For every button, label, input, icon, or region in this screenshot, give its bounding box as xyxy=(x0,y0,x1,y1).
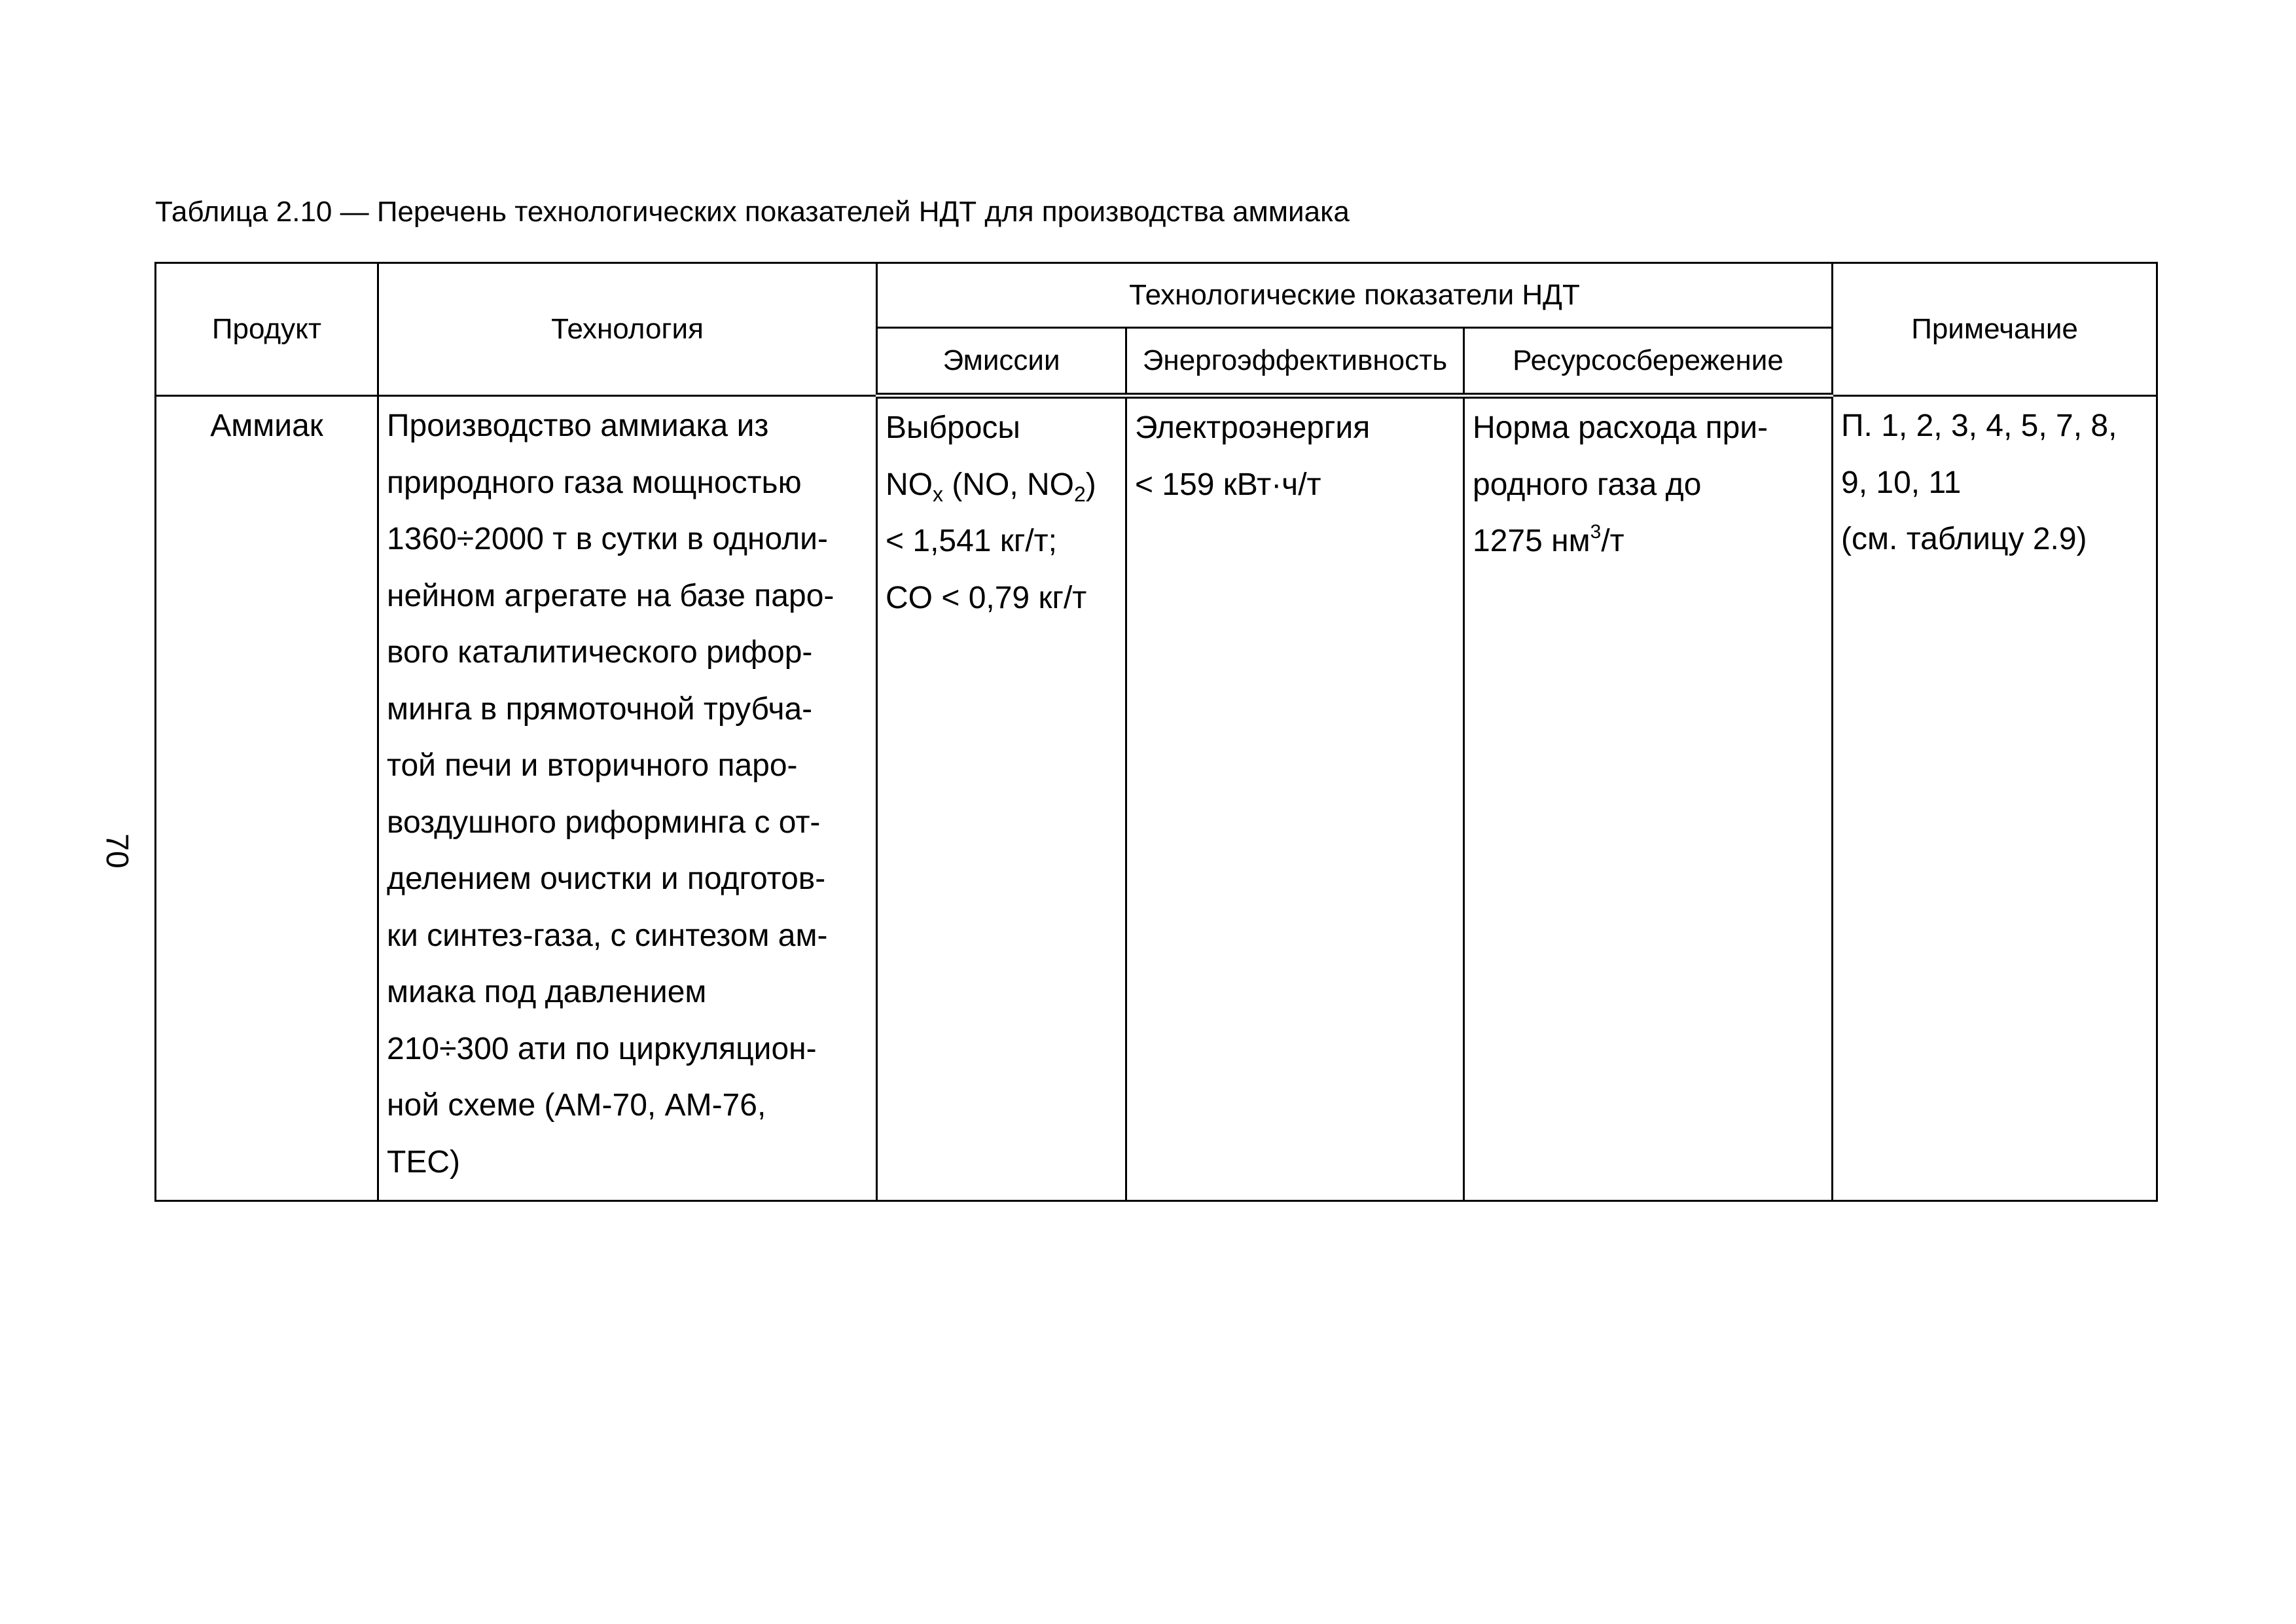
gas-norm-value: 1275 нм xyxy=(1473,524,1590,558)
emissions-nox-formula xyxy=(886,457,1119,514)
cell-note xyxy=(1833,396,2157,1201)
cell-product xyxy=(156,396,378,1201)
cubic-superscript: 3 xyxy=(1590,521,1602,543)
technology-line: природного газа мощностью xyxy=(387,465,802,500)
energy-label: Электроэнергия xyxy=(1135,410,1371,445)
emissions-label: Выбросы xyxy=(886,410,1020,445)
technology-line: ной схеме (АМ-70, АМ-76, xyxy=(387,1088,766,1123)
cell-technology xyxy=(378,396,877,1201)
technology-line: 1360÷2000 т в сутки в одноли- xyxy=(387,522,828,556)
header-technology: Технология xyxy=(378,263,877,396)
cell-resource-saving xyxy=(1464,396,1833,1201)
technology-line: нейном агрегате на базе паро- xyxy=(387,578,834,613)
header-energy-efficiency: Энергоэффективность xyxy=(1126,328,1464,396)
page-number: 70 xyxy=(99,833,134,869)
header-note: Примечание xyxy=(1833,263,2157,396)
header-emissions: Эмиссии xyxy=(877,328,1126,396)
technology-line: воздушного риформинга с от- xyxy=(387,804,821,840)
header-resource-saving: Ресурсосбережение xyxy=(1464,328,1833,396)
table-row xyxy=(156,396,2157,1201)
technology-line: делением очистки и подготов- xyxy=(387,861,826,896)
nox-components-text: (NO, NO xyxy=(943,467,1074,502)
header-bat-indicators: Технологические показатели НДТ xyxy=(877,263,1833,328)
table-caption: Таблица 2.10 — Перечень технологических показателей НДТ для производства аммиака xyxy=(155,196,1350,228)
gas-norm-unit: /т xyxy=(1601,524,1624,558)
resource-line: Норма расхода при- xyxy=(1473,410,1768,445)
emissions-nox-limit: < 1,541 кг/т; xyxy=(886,524,1057,558)
cell-energy-efficiency xyxy=(1126,396,1464,1201)
product-name: Аммиак xyxy=(210,408,323,443)
technology-line: минга в прямоточной трубча- xyxy=(387,691,813,727)
technology-line: той печи и вторичного паро- xyxy=(387,748,798,783)
technology-line: вого каталитического рифор- xyxy=(387,635,813,670)
resource-line: родного газа до xyxy=(1473,467,1702,502)
no2-subscript: 2 xyxy=(1074,482,1086,506)
technology-line: ТЕС) xyxy=(387,1144,460,1180)
energy-limit: < 159 кВт·ч/т xyxy=(1135,467,1321,502)
header-product: Продукт xyxy=(156,263,378,396)
technology-line: Производство аммиака из xyxy=(387,408,769,443)
resource-gas-norm xyxy=(1473,513,1825,570)
nox-close-text: ) xyxy=(1085,467,1096,502)
cell-emissions xyxy=(877,396,1126,1201)
technology-line: миака под давлением xyxy=(387,975,707,1009)
emissions-co-limit: CO < 0,79 кг/т xyxy=(886,580,1087,615)
nox-text: NO xyxy=(886,467,933,502)
note-line: П. 1, 2, 3, 4, 5, 7, 8, xyxy=(1841,408,2117,443)
note-line: (см. таблицу 2.9) xyxy=(1841,522,2087,556)
bat-indicators-table xyxy=(154,262,2158,1202)
note-line: 9, 10, 11 xyxy=(1841,465,1962,500)
nox-subscript: x xyxy=(933,482,943,506)
technology-line: ки синтез-газа, с синтезом ам- xyxy=(387,918,828,953)
technology-line: 210÷300 ати по циркуляцион- xyxy=(387,1031,817,1066)
